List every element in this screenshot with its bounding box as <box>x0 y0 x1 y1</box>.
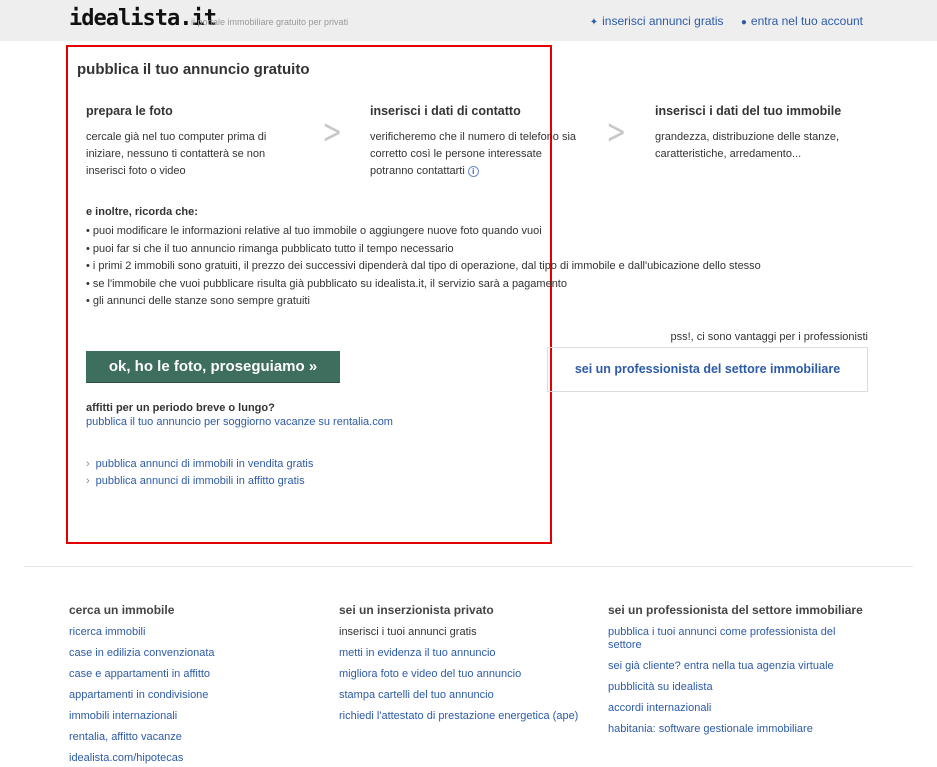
pro-hint: pss!, ci sono vantaggi per i professionisti <box>670 331 868 343</box>
footer-link[interactable]: sei già cliente? entra nella tua agenzia virtuale <box>608 660 834 672</box>
rentalia-link[interactable]: pubblica il tuo annuncio per soggiorno vacanze su rentalia.com <box>86 416 393 428</box>
step-text: verificheremo che il numero di telefono sia corretto così le persone interessate potranno contattarti i <box>370 131 577 177</box>
remember-title: e inoltre, ricorda che: <box>86 206 198 218</box>
step-contact <box>370 104 585 180</box>
footer-link[interactable]: pubblica i tuoi annunci come professionista del settore <box>608 626 836 651</box>
footer-column-title: cerca un immobile <box>69 603 175 617</box>
login-link[interactable]: ● entra nel tuo account <box>740 14 863 28</box>
step-photos <box>86 104 301 180</box>
footer-link[interactable]: accordi internazionali <box>608 702 712 714</box>
list-item: • se l'immobile che vuoi pubblicare risulta già pubblicato su idealista.it, il servizio sarà a pagamento <box>86 276 761 294</box>
user-icon: ● <box>740 17 747 28</box>
list-item: • i primi 2 immobili sono gratuiti, il prezzo dei successivi dipenderà dal tipo di operazione, dal tipo di immobile e dall'ubicazione dello stesso <box>86 258 761 276</box>
top-links <box>576 14 863 28</box>
footer-link[interactable]: metti in evidenza il tuo annuncio <box>339 647 496 659</box>
footer-link[interactable]: habitania: software gestionale immobiliare <box>608 723 813 735</box>
info-icon[interactable]: i <box>468 166 479 177</box>
sale-ads-link[interactable]: › pubblica annunci di immobili in vendita gratis <box>86 456 313 473</box>
footer-link[interactable]: idealista.com/hipotecas <box>69 752 184 764</box>
sublinks <box>86 456 313 490</box>
remember-section <box>86 206 761 311</box>
footer-link[interactable]: migliora foto e video del tuo annuncio <box>339 668 522 680</box>
footer-link[interactable]: ricerca immobili <box>69 626 146 638</box>
affitti-section <box>86 402 393 428</box>
footer-text: inserisci i tuoi annunci gratis <box>339 626 477 638</box>
step-title: inserisci i dati di contatto <box>370 104 521 118</box>
logo[interactable]: idealista.it <box>69 6 216 31</box>
footer-link[interactable]: appartamenti in condivisione <box>69 689 209 701</box>
list-item: • puoi modificare le informazioni relative al tuo immobile o aggiungere nuove foto quando vuoi <box>86 223 761 241</box>
tagline: il portale immobiliare gratuito per privati <box>191 17 349 27</box>
step-property <box>655 104 870 163</box>
proceed-button[interactable]: ok, ho le foto, proseguiamo » <box>86 351 340 382</box>
list-item: • puoi far si che il tuo annuncio rimanga pubblicato tutto il tempo necessario <box>86 241 761 259</box>
footer-column-title: sei un professionista del settore immobiliare <box>608 603 863 617</box>
footer-column-private <box>339 604 579 731</box>
insert-ads-link[interactable]: ✦ inserisci annunci gratis <box>589 14 724 28</box>
step-title: inserisci i dati del tuo immobile <box>655 104 842 118</box>
list-item: • gli annunci delle stanze sono sempre gratuiti <box>86 293 761 311</box>
professional-button[interactable]: sei un professionista del settore immobiliare <box>547 347 868 392</box>
footer-link[interactable]: richiedi l'attestato di prestazione energetica (ape) <box>339 710 579 722</box>
footer-link[interactable]: immobili internazionali <box>69 710 178 722</box>
chevron-right-icon: > <box>322 112 343 152</box>
remember-list <box>86 223 761 311</box>
pin-icon: ✦ <box>589 17 599 28</box>
footer-link[interactable]: pubblicità su idealista <box>608 681 713 693</box>
footer-column-search <box>69 604 329 767</box>
step-title: prepara le foto <box>86 104 173 118</box>
footer-link[interactable]: case in edilizia convenzionata <box>69 647 215 659</box>
footer-column-professional <box>608 604 863 744</box>
top-bar <box>0 0 937 41</box>
page-title: pubblica il tuo annuncio gratuito <box>77 61 310 78</box>
chevron-right-icon: > <box>606 112 627 152</box>
footer-link[interactable]: case e appartamenti in affitto <box>69 668 211 680</box>
footer-link[interactable]: rentalia, affitto vacanze <box>69 731 182 743</box>
step-text: grandezza, distribuzione delle stanze, caratteristiche, arredamento... <box>655 131 840 160</box>
footer-divider <box>24 566 913 567</box>
affitti-title: affitti per un periodo breve o lungo? <box>86 402 275 414</box>
footer-column-title: sei un inserzionista privato <box>339 603 494 617</box>
footer-link[interactable]: stampa cartelli del tuo annuncio <box>339 689 494 701</box>
rent-ads-link[interactable]: › pubblica annunci di immobili in affitto gratis <box>86 473 313 490</box>
step-text: cercale già nel tuo computer prima di iniziare, nessuno ti contatterà se non inserisci foto o video <box>86 131 267 177</box>
